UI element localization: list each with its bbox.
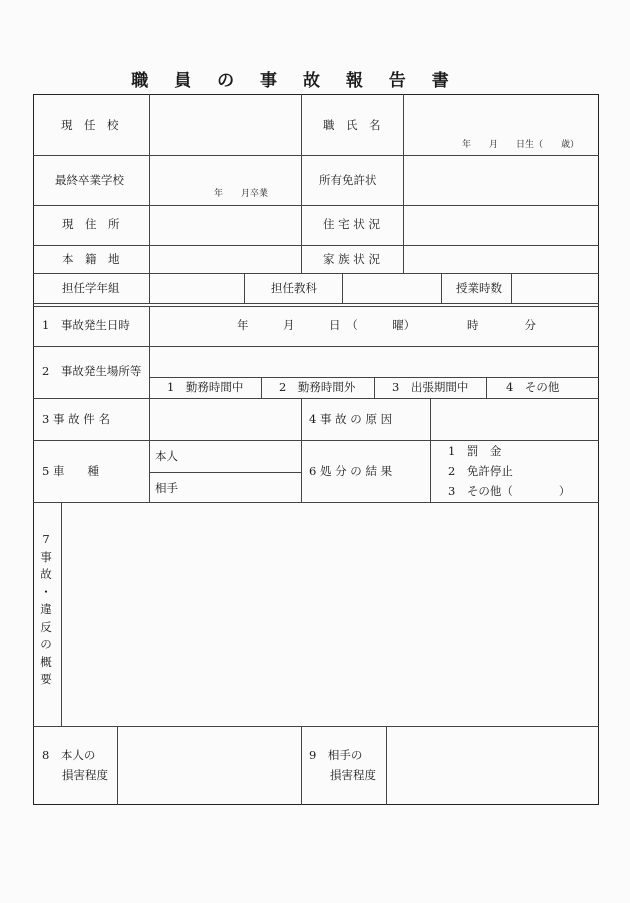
row-divider [33,245,599,246]
birth-date-label: 年 月 日生（ 歳） [462,140,580,150]
summary-label-char: 故 [40,567,52,581]
summary-label-char: 反 [40,619,52,634]
housing-label: 住 宅 状 況 [323,217,380,231]
summary-label [40,531,52,689]
col-divider [441,273,442,303]
page-title: 職 員 の 事 故 報 告 書 [131,71,459,91]
domicile-label: 本 籍 地 [62,252,120,266]
graduation-label: 年 月卒業 [214,189,269,199]
row-divider [33,502,599,503]
col-divider [342,273,343,303]
accident-name-label: 3 事 故 件 名 [42,412,110,426]
row-divider [33,205,599,206]
place-option: 1 勤務時間中 [167,380,244,394]
lesson-hours-label: 授業時数 [456,281,502,295]
self-damage-label: 8 本人の [42,748,96,762]
col-divider [403,94,404,273]
row-divider [33,398,599,399]
disposition-option: 3 その他（ ） [448,484,571,498]
col-divider [386,726,387,805]
accident-cause-label: 4 事 故 の 原 因 [309,412,393,426]
col-divider [149,94,150,303]
summary-label-char: 違 [40,602,52,616]
col-divider [301,398,302,502]
row-divider [33,273,599,274]
subject-label: 担任教科 [271,281,317,295]
col-divider [430,398,431,502]
disposition-result-label: 6 処 分 の 結 果 [309,464,393,478]
other-damage-label: 損害程度 [330,768,376,782]
self-label: 本人 [155,449,178,463]
section-divider [33,303,599,304]
col-divider [374,377,375,398]
occurrence-place-label: 2 事故発生場所等 [42,364,142,378]
name-label: 職 氏 名 [323,118,381,132]
col-divider [301,94,302,273]
summary-label-char: 事 [40,549,52,564]
col-divider [244,273,245,303]
col-divider [301,726,302,805]
row-divider [33,346,599,347]
summary-label-char: 7 [42,532,50,546]
col-divider [117,726,118,805]
section-divider [33,306,599,307]
col-divider [486,377,487,398]
col-divider [149,306,150,502]
place-option: 3 出張期間中 [392,380,469,394]
datetime-format: 年 月 日 （ 曜） 時 分 [237,318,536,332]
summary-label-char: の [40,637,52,651]
disposition-option: 1 罰 金 [448,444,502,458]
disposition-option: 2 免許停止 [448,464,513,478]
other-damage-label: 9 相手の [309,748,363,762]
report-form-frame [33,94,599,805]
col-divider [61,502,62,726]
row-divider [33,440,599,441]
summary-label-char: 概 [40,654,52,669]
other-party-label: 相手 [155,481,178,495]
row-divider [33,155,599,156]
occurrence-datetime-label: 1 事故発生日時 [42,318,130,332]
grade-class-label: 担任学年組 [62,281,120,295]
row-divider [149,472,301,473]
self-damage-label: 損害程度 [62,768,108,782]
col-divider [511,273,512,303]
address-label: 現 住 所 [62,217,120,231]
place-option: 4 その他 [506,380,560,394]
school-label: 現 任 校 [61,118,119,132]
family-label: 家 族 状 況 [323,252,380,266]
summary-label-char: ・ [40,584,52,599]
final-school-label: 最終卒業学校 [55,173,124,187]
place-option: 2 勤務時間外 [279,380,356,394]
col-divider [261,377,262,398]
license-label: 所有免許状 [319,173,377,187]
vehicle-type-label: 5 車 種 [42,464,99,478]
summary-label-char: 要 [40,672,52,686]
